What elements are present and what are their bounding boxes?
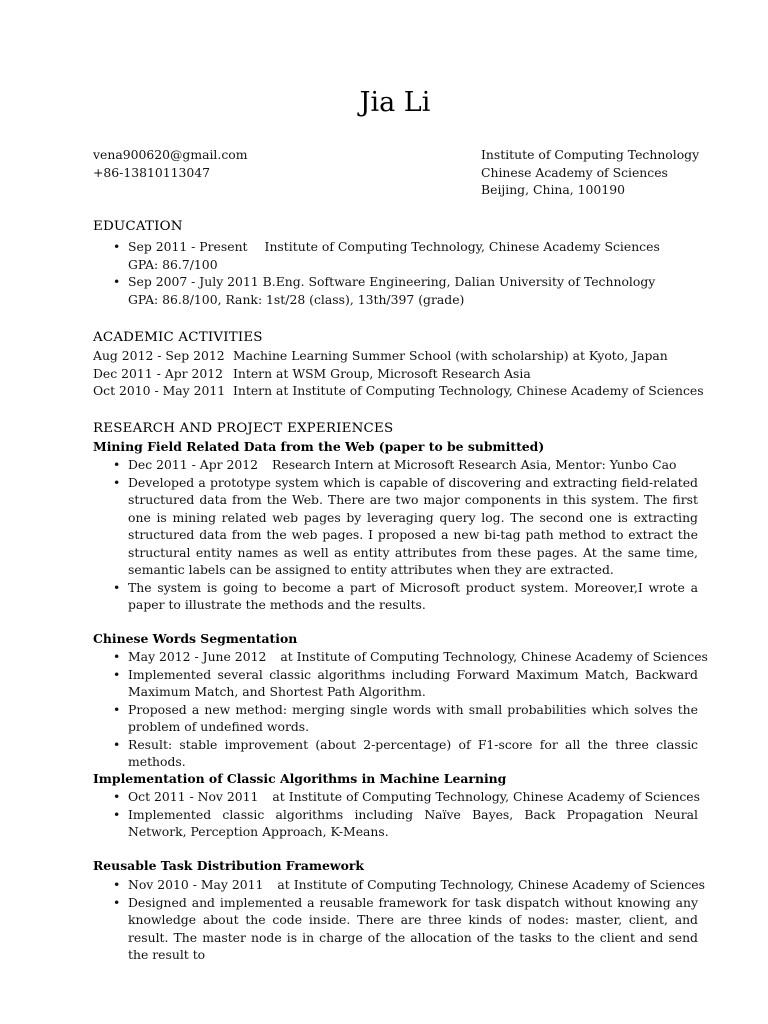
- project-role: at Institute of Computing Technology, Chinese Academy of Sciences: [277, 877, 705, 892]
- project-role: Research Intern at Microsoft Research Asia, Mentor: Yunbo Cao: [272, 457, 677, 472]
- bullet-icon: •: [113, 474, 121, 490]
- project-date: May 2012 - June 2012: [128, 649, 267, 664]
- project-role: at Institute of Computing Technology, Chinese Academy of Sciences: [280, 649, 708, 664]
- activities-heading: ACADEMIC ACTIVITIES: [93, 330, 263, 345]
- project-bullet-text: Result: stable improvement (about 2-percentage) of F1-score for all the three classic methods.: [128, 736, 698, 769]
- bullet-icon: •: [113, 877, 121, 892]
- bullet-icon: •: [113, 894, 121, 910]
- project-bullets: [93, 788, 698, 841]
- bullet-icon: •: [113, 666, 121, 682]
- contact-block: [93, 146, 247, 181]
- education-heading: EDUCATION: [93, 219, 183, 234]
- project-bullet-text: Designed and implemented a reusable framework for task dispatch without knowing any knowledge about the code inside. There are three kinds of nodes: master, client, and result. The master node is in charge of the allocation of the tasks to the client and send the result to: [128, 894, 698, 962]
- activity-date: Oct 2010 - May 2011: [93, 383, 226, 398]
- resume-name: Jia Li: [359, 87, 431, 118]
- address-block: [481, 146, 699, 199]
- activity-date: Aug 2012 - Sep 2012: [93, 348, 225, 363]
- bullet-icon: •: [113, 789, 121, 804]
- address-line: Chinese Academy of Sciences: [481, 164, 668, 180]
- education-school: Institute of Computing Technology, Chinese Academy Sciences: [264, 239, 660, 254]
- project-item: [93, 876, 705, 894]
- education-item: [93, 273, 698, 291]
- project-title: Reusable Task Distribution Framework: [93, 858, 364, 873]
- project-item: [93, 788, 698, 806]
- education-date: Sep 2007 - July 2011: [128, 274, 259, 289]
- education-detail: GPA: 86.8/100, Rank: 1st/28 (class), 13th/397 (grade): [128, 291, 465, 307]
- bullet-icon: •: [113, 701, 121, 717]
- project-bullet-text: Developed a prototype system which is capable of discovering and extracting field-related structured data from the Web. There are two major components in this system. The first one is mining related web pages by leveraging query log. The second one is extracting structured data from the web pages. I proposed a new bi-tag path method to extract the structural entity names as well as entity attributes from these pages. At the same time, semantic labels can be assigned to entity attributes when they are extracted.: [128, 474, 698, 577]
- project-date: Dec 2011 - Apr 2012: [128, 457, 259, 472]
- project-bullet-text: Proposed a new method: merging single words with small probabilities which solves the problem of undefined words.: [128, 701, 698, 734]
- bullet-icon: •: [113, 579, 121, 595]
- project-item: [93, 701, 698, 736]
- address-line: Beijing, China, 100190: [481, 182, 625, 197]
- project-item: [93, 648, 708, 666]
- education-item: [93, 238, 698, 256]
- bullet-icon: •: [113, 649, 121, 664]
- project-bullet-text: The system is going to become a part of Microsoft product system. Moreover,I wrote a paper to illustrate the methods and the results.: [128, 579, 698, 612]
- project-date: Oct 2011 - Nov 2011: [128, 789, 259, 804]
- activity-row: [93, 365, 698, 383]
- project-item: [93, 806, 698, 841]
- project-bullet-text: Implemented classic algorithms including Naïve Bayes, Back Propagation Neural Network, Perception Approach, K-Means.: [128, 806, 698, 839]
- activity-row: [93, 347, 698, 365]
- project-item: [93, 579, 698, 614]
- email-link[interactable]: vena900620@gmail.com: [93, 147, 248, 162]
- project-title: Mining Field Related Data from the Web (paper to be submitted): [93, 439, 545, 454]
- education-list: [93, 238, 698, 308]
- project-item: [93, 736, 698, 771]
- activity-desc: Intern at WSM Group, Microsoft Research Asia: [233, 365, 531, 381]
- bullet-icon: •: [113, 736, 121, 752]
- phone-number: +86-13810113047: [93, 164, 211, 180]
- project-bullets: [93, 648, 708, 771]
- project-date: Nov 2010 - May 2011: [128, 877, 264, 892]
- activity-desc: Machine Learning Summer School (with scholarship) at Kyoto, Japan: [233, 348, 668, 363]
- project-bullet-text: Implemented several classic algorithms including Forward Maximum Match, Backward Maximum Match, and Shortest Path Algorithm.: [128, 666, 698, 699]
- address-line: Institute of Computing Technology: [481, 147, 700, 162]
- project-title: Chinese Words Segmentation: [93, 631, 298, 646]
- education-detail: GPA: 86.7/100: [128, 256, 218, 272]
- bullet-icon: •: [113, 806, 121, 822]
- project-item: [93, 456, 698, 474]
- project-item: [93, 666, 698, 701]
- project-item: [93, 474, 698, 579]
- activity-desc: Intern at Institute of Computing Technology, Chinese Academy of Sciences: [233, 383, 704, 398]
- project-bullets: [93, 456, 698, 614]
- bullet-icon: •: [113, 457, 121, 472]
- research-heading: RESEARCH AND PROJECT EXPERIENCES: [93, 421, 394, 436]
- activities-list: [93, 347, 704, 400]
- bullet-icon: •: [113, 274, 121, 289]
- education-school: B.Eng. Software Engineering, Dalian University of Technology: [262, 274, 656, 289]
- project-item: [93, 894, 698, 964]
- education-date: Sep 2011 - Present: [128, 239, 248, 254]
- project-bullets: [93, 876, 705, 964]
- activity-row: [93, 382, 704, 400]
- project-title: Implementation of Classic Algorithms in Machine Learning: [93, 771, 507, 786]
- project-role: at Institute of Computing Technology, Chinese Academy of Sciences: [272, 789, 700, 804]
- bullet-icon: •: [113, 239, 121, 254]
- activity-date: Dec 2011 - Apr 2012: [93, 365, 224, 381]
